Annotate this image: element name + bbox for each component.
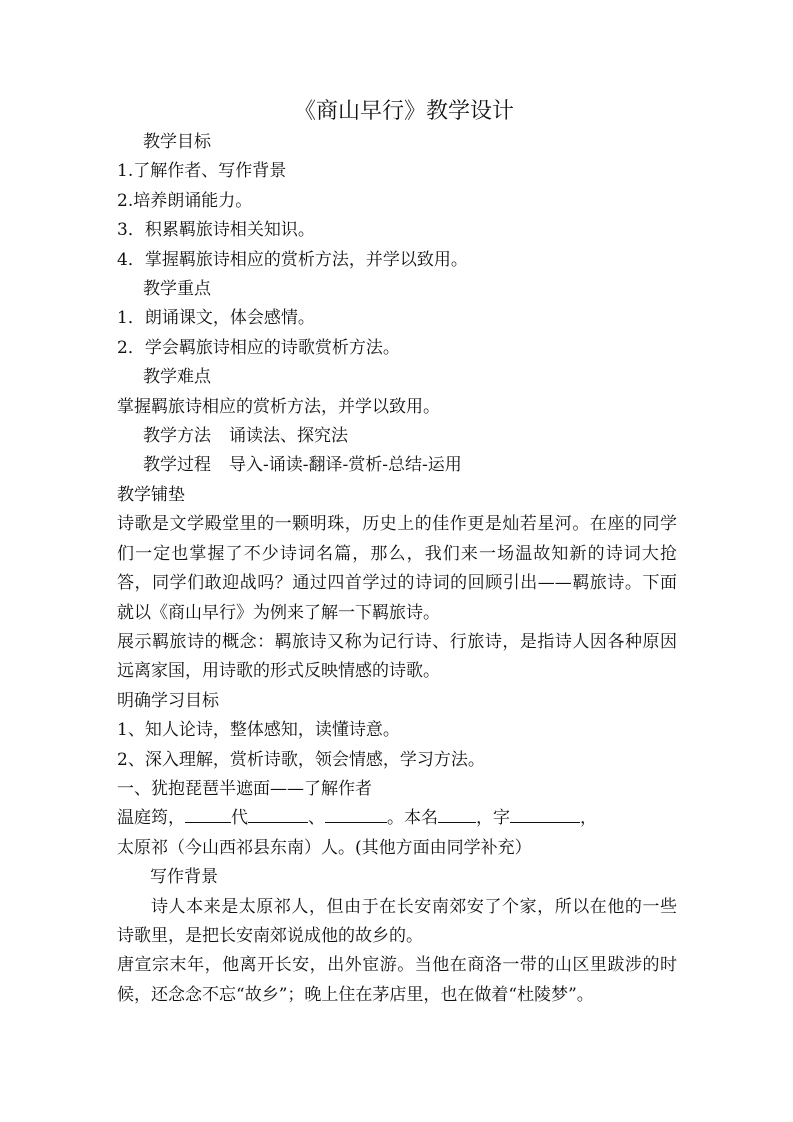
- key-point-item: 2．学会羁旅诗相应的诗歌赏析方法。: [117, 337, 400, 358]
- learning-goal-item: 1、知人论诗，整体感知，读懂诗意。: [117, 720, 400, 741]
- objectives-heading: 教学目标: [143, 132, 211, 152]
- key-points-heading: 教学重点: [143, 279, 211, 300]
- process-line: [117, 451, 677, 480]
- difficulties-heading: 教学难点: [143, 367, 211, 388]
- fill-text: 温庭筠，: [117, 808, 185, 829]
- objective-item: 4．掌握羁旅诗相应的赏析方法，并学以致用。: [117, 249, 468, 270]
- fill-blank[interactable]: [325, 805, 387, 823]
- background-paragraph: 唐宣宗末年，他离开长安，出外宦游。当他在商洛一带的山区里跋涉的时候，还念念不忘“故乡”；晚上住在茅店里，也在做着“杜陵梦”。: [117, 955, 677, 1005]
- difficulties-text: 掌握羁旅诗相应的赏析方法，并学以致用。: [117, 396, 440, 417]
- objective-item: 3．积累羁旅诗相关知识。: [117, 220, 315, 241]
- fill-text: 、: [308, 808, 325, 829]
- preparation-paragraph: 诗歌是文学殿堂里的一颗明珠，历史上的佳作更是灿若星河。在座的同学们一定也掌握了不少诗词名篇，那么，我们来一场温故知新的诗词大抢答，同学们敢迎战吗？通过四首学过的诗词的回顾引出——羁旅诗。下面就以《商山早行》为例来了解一下羁旅诗。: [117, 514, 677, 623]
- methods-line: [117, 422, 677, 451]
- document-page: [117, 96, 677, 1010]
- fill-blank[interactable]: [510, 805, 580, 823]
- concept-paragraph: 展示羁旅诗的概念：羁旅诗又称为记行诗、行旅诗，是指诗人因各种原因远离家国，用诗歌的形式反映情感的诗歌。: [117, 631, 677, 682]
- process-label: 教学过程: [143, 455, 211, 476]
- fill-text: ，字: [476, 808, 510, 829]
- objective-item: 2.培养朗诵能力。: [117, 190, 253, 211]
- objective-item: 1.了解作者、写作背景: [117, 161, 287, 182]
- learning-goals-heading: 明确学习目标: [117, 690, 219, 711]
- fill-blank[interactable]: [438, 805, 476, 823]
- fill-blank[interactable]: [248, 805, 308, 823]
- methods-value: 诵读法、探究法: [229, 426, 348, 447]
- process-value: 导入-诵读-翻译-赏析-总结-运用: [229, 455, 462, 476]
- background-heading: 写作背景: [150, 867, 218, 888]
- preparation-heading: 教学铺垫: [117, 484, 185, 505]
- fill-text: 。本名: [387, 808, 438, 829]
- fill-blank[interactable]: [185, 805, 231, 823]
- key-point-item: 1．朗诵课文，体会感情。: [117, 308, 315, 329]
- author-origin-line: 太原祁（今山西祁县东南）人。(其他方面由同学补充）: [117, 837, 532, 858]
- fill-text: 代: [231, 808, 248, 829]
- document-title: 《商山早行》教学设计: [293, 99, 514, 124]
- author-fill-in-line: [117, 804, 677, 833]
- methods-label: 教学方法: [143, 426, 211, 447]
- learning-goal-item: 2、深入理解，赏析诗歌，领会情感，学习方法。: [117, 749, 485, 770]
- fill-text: ，: [580, 808, 597, 829]
- background-paragraph: 诗人本来是太原祁人，但由于在长安南郊安了个家，所以在他的一些诗歌里，是把长安南郊说成他的故乡的。: [117, 896, 677, 946]
- section-heading: 一、犹抱琵琶半遮面——了解作者: [117, 778, 372, 799]
